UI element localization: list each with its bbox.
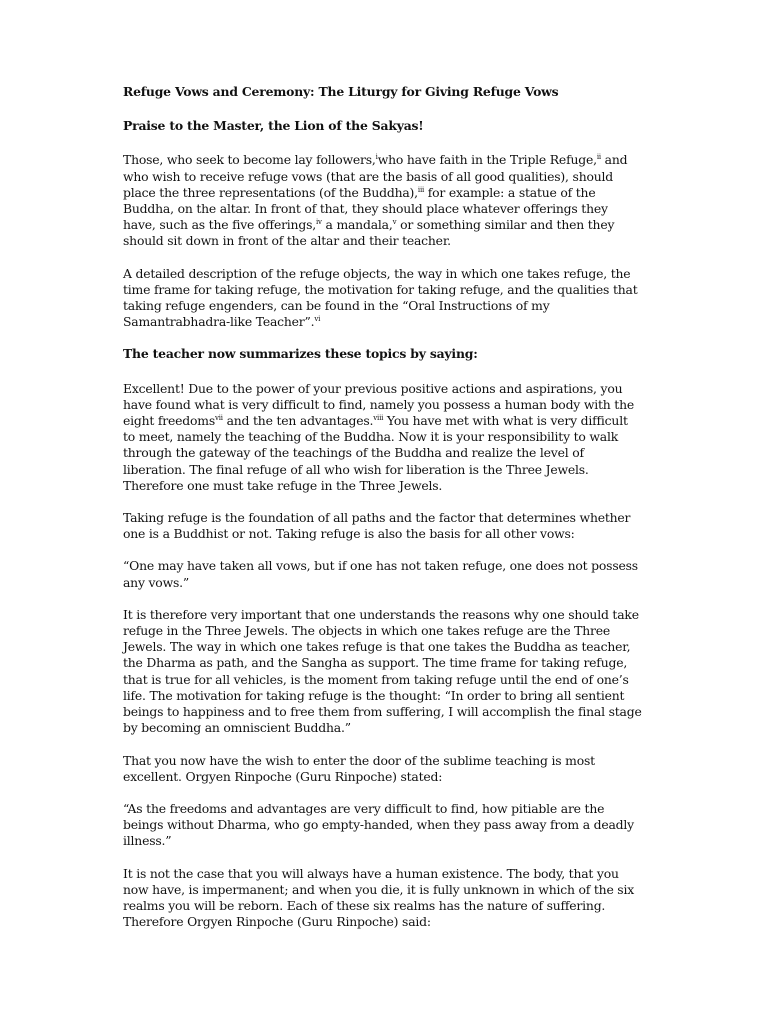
footnote-marker: iv — [315, 218, 322, 227]
document-title: Refuge Vows and Ceremony: The Liturgy for Giving Refuge Vows — [123, 84, 559, 99]
text-run: for example: a statue of the Buddha, on the altar. In front of that, they should place whatever offerings they have, such as the five offerings, — [123, 184, 608, 233]
footnote-marker: v — [392, 218, 397, 227]
text-run: Those, who seek to become lay followers, — [123, 152, 376, 168]
text-run: Excellent! Due to the power of your previous positive actions and aspirations, you have found what is very difficult to find, namely you possess a human body with the eight freedoms — [123, 380, 634, 429]
paragraph-sublime-teaching: That you now have the wish to enter the door of the sublime teaching is most excellent. Orgyen Rinpoche (Guru Rinpoche) stated: — [123, 752, 595, 784]
praise-heading: Praise to the Master, the Lion of the Sakyas! — [123, 118, 424, 134]
footnote-marker: vi — [314, 315, 321, 324]
text-run: and who wish to receive refuge vows (that are the basis of all good qualities), should place the three representations (of the Buddha), — [123, 152, 628, 200]
text-run: A detailed description of the refuge objects, the way in which one takes refuge, the time frame for taking refuge, the motivation for taking refuge, and the qualities that taking refuge engenders, can be found in the “Oral Instructions of my Samantrabhadra-like Teacher”. — [123, 265, 638, 330]
paragraph-lay-followers — [123, 152, 643, 249]
quote-vows: “One may have taken all vows, but if one has not taken refuge, one does not possess any vows.” — [123, 558, 638, 590]
text-run: and the ten advantages. — [222, 413, 374, 429]
footnote-marker: i — [375, 153, 378, 162]
footnote-marker: vii — [215, 413, 223, 422]
quote-freedoms: “As the freedoms and advantages are very difficult to find, how pitiable are the beings without Dharma, who go empty-handed, when they pass away from a deadly illness.” — [123, 800, 634, 849]
text-run: a mandala, — [321, 217, 393, 233]
footnote-marker: iii — [417, 185, 425, 194]
text-run: who have faith in the Triple Refuge, — [377, 152, 597, 168]
summary-heading: The teacher now summarizes these topics by saying: — [123, 346, 478, 362]
paragraph-excellent — [123, 381, 643, 494]
paragraph-refuge-description — [123, 266, 643, 331]
paragraph-reasons: It is therefore very important that one understands the reasons why one should take refuge in the Three Jewels. The objects in which one takes refuge are the Three Jewels. The way in which one takes refuge is that one takes the Buddha as teacher, the Dharma as path, and the Sangha as support. The time frame for taking refuge, that is true for all vehicles, is the moment from taking refuge until the end of one’s life. The motivation for taking refuge is the thought: “In order to bring all sentient beings to happiness and to free them from suffering, I will accomplish the final stage by becoming an omniscient Buddha.” — [123, 606, 642, 736]
footnote-marker: ii — [596, 153, 601, 162]
footnote-marker: viii — [373, 413, 384, 422]
text-run: You have met with what is very difficult to meet, namely the teaching of the Buddha. Now it is your responsibility to walk through the gateway of the teachings of the Buddha and realize the level of liberation. The final refuge of all who wish for liberation is the Three Jewels. Therefore one must take refuge in the Three Jewels. — [123, 413, 628, 493]
document-page — [123, 84, 643, 946]
text-run: or something similar and then they should sit down in front of the altar and their teacher. — [123, 217, 615, 249]
paragraph-impermanence: It is not the case that you will always have a human existence. The body, that you now have, is impermanent; and when you die, it is fully unknown in which of the six realms you will be reborn. Each of these six realms has the nature of suffering. Therefore Orgyen Rinpoche (Guru Rinpoche) said: — [123, 865, 635, 930]
paragraph-foundation: Taking refuge is the foundation of all paths and the factor that determines whether one is a Buddhist or not. Taking refuge is also the basis for all other vows: — [123, 510, 631, 542]
